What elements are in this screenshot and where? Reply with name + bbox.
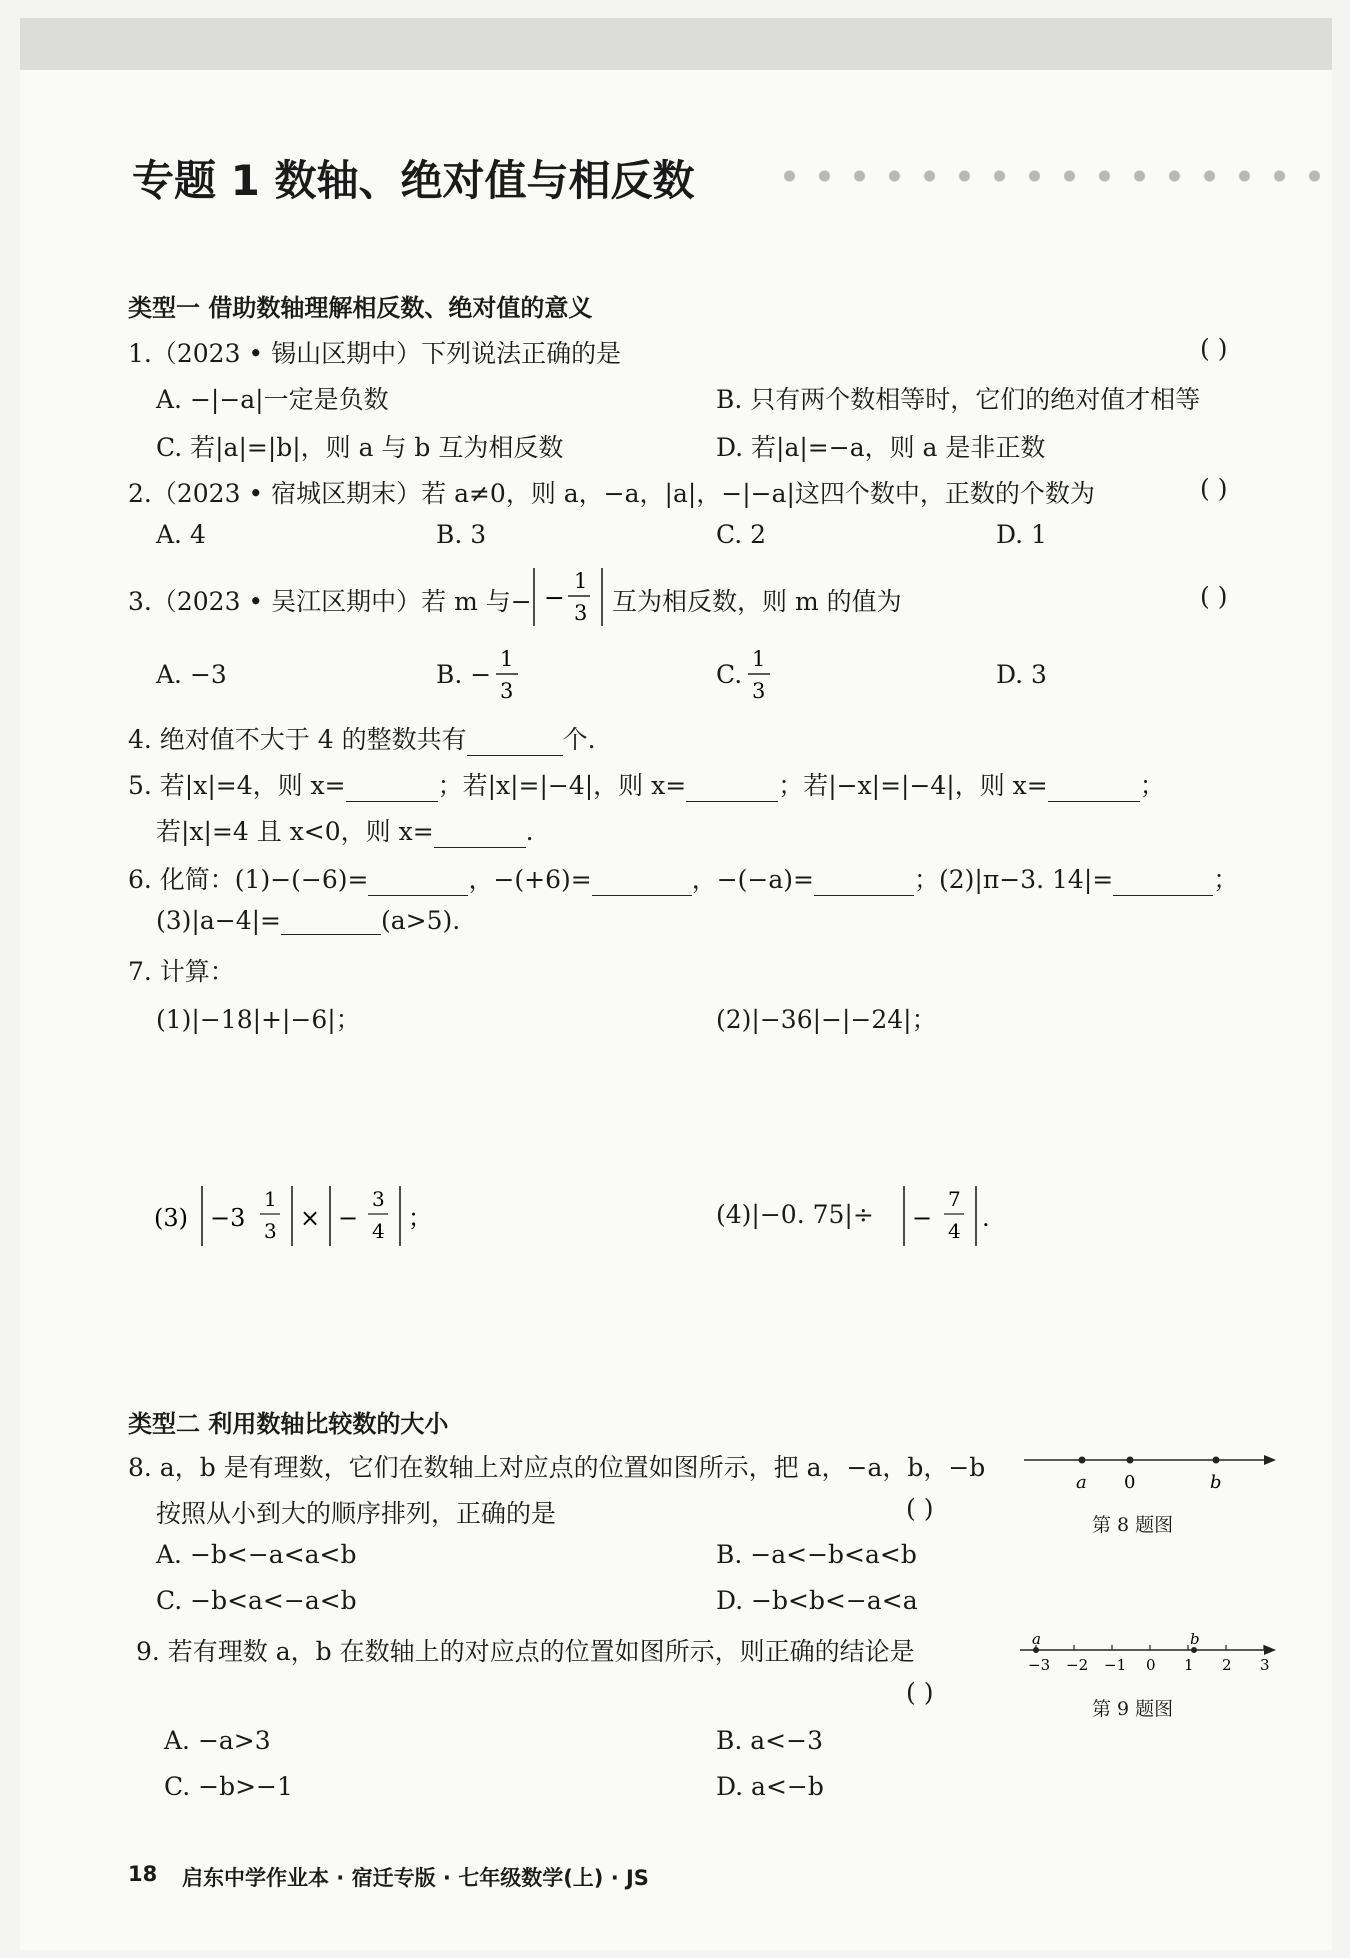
q8-point-a (1079, 1457, 1086, 1464)
q3-option-a: A. −3 (156, 660, 227, 689)
q5-line-2: 若|x|=4 且 x<0，则 x= . (156, 817, 534, 846)
q9-tick-label: 2 (1222, 1656, 1232, 1674)
svg-text:0: 0 (1124, 1472, 1136, 1493)
q9-tick-label: −2 (1066, 1656, 1089, 1674)
q6-blank-4[interactable] (1113, 871, 1213, 896)
q3-abs-fraction (528, 564, 610, 630)
svg-text:1: 1 (264, 1187, 277, 1211)
svg-text:−: − (338, 1204, 359, 1232)
svg-text:3: 3 (752, 679, 766, 703)
q9-tick-label: 1 (1184, 1656, 1194, 1674)
section-2-title: 类型二 利用数轴比较数的大小 (128, 1410, 449, 1438)
q3-option-d: D. 3 (996, 660, 1047, 689)
q8-option-c: C. −b<a<−a<b (156, 1586, 357, 1615)
q8-number-line-figure (1020, 1440, 1280, 1500)
q9-option-d: D. a<−b (716, 1772, 824, 1801)
q1-option-d: D. 若|a|=−a，则 a 是非正数 (716, 433, 1046, 462)
q3-abs-minus: − (544, 583, 565, 612)
q8-figure-caption: 第 8 题图 (1092, 1514, 1174, 1536)
q8-stem-2: 按照从小到大的顺序排列，正确的是 (156, 1499, 557, 1528)
q9-answer-paren: ( ) (906, 1678, 934, 1707)
q9-number-line-figure (1016, 1628, 1282, 1684)
q3-stem-end: 互为相反数，则 m 的值为 (612, 587, 902, 616)
q8-point-zero (1127, 1457, 1134, 1464)
q7-part-2: (2)|−36|−|−24|； (716, 1005, 937, 1034)
q2-stem: 2.（2023 • 宿城区期末）若 a≠0，则 a，−a，|a|，−|−a|这四个数中，正数的个数为 (128, 479, 1095, 508)
footer-book-title: 启东中学作业本 · 宿迁专版 · 七年级数学(上) · JS (182, 1866, 649, 1890)
q1-stem: 1.（2023 • 锡山区期中）下列说法正确的是 (128, 339, 622, 368)
q9-option-a: A. −a>3 (164, 1726, 271, 1755)
q5-blank-1[interactable] (346, 777, 438, 802)
svg-text:7: 7 (948, 1187, 961, 1211)
q9-tick-label: 0 (1146, 1656, 1156, 1674)
q6-blank-3[interactable] (814, 871, 914, 896)
q8-option-b: B. −a<−b<a<b (716, 1540, 917, 1569)
q7-part-1: (1)|−18|+|−6|； (156, 1005, 361, 1034)
q3-option-c-prefix: C. (716, 660, 743, 689)
q2-option-c: C. 2 (716, 520, 767, 549)
svg-text:1: 1 (500, 647, 514, 671)
q3-fraction-den: 3 (574, 601, 588, 625)
q3-answer-paren: ( ) (1200, 582, 1228, 611)
svg-text:3: 3 (264, 1219, 277, 1243)
q7-stem: 7. 计算： (128, 957, 235, 986)
q8-option-d: D. −b<b<−a<a (716, 1586, 918, 1615)
q6-blank-1[interactable] (368, 871, 468, 896)
q1-option-b: B. 只有两个数相等时，它们的绝对值才相等 (716, 385, 1201, 414)
q3-fraction-num: 1 (574, 569, 588, 593)
q5-blank-2[interactable] (686, 777, 778, 802)
q9-option-b: B. a<−3 (716, 1726, 823, 1755)
q1-answer-paren: ( ) (1200, 334, 1228, 363)
svg-text:b: b (1190, 1630, 1200, 1648)
q4-blank[interactable] (467, 731, 563, 756)
title-dot-leader (772, 166, 1332, 186)
q3-option-b-fraction (494, 644, 524, 706)
q9-option-c: C. −b>−1 (164, 1772, 293, 1801)
svg-text:4: 4 (372, 1219, 385, 1243)
svg-text:3: 3 (372, 1187, 385, 1211)
scan-top-band (20, 18, 1332, 70)
svg-text:4: 4 (948, 1219, 961, 1243)
svg-text:a: a (1076, 1472, 1087, 1493)
q3-option-c-fraction (746, 644, 776, 706)
footer-page-number: 18 (128, 1862, 158, 1886)
svg-text:−3: −3 (210, 1204, 246, 1232)
svg-text:1: 1 (752, 647, 766, 671)
q7-part-4-fraction (900, 1180, 1004, 1252)
q6-line-2: (3)|a−4|= (a>5). (156, 906, 461, 935)
q3-option-b-prefix: B. − (436, 660, 492, 689)
q7-part-3 (154, 1180, 434, 1252)
q2-answer-paren: ( ) (1200, 474, 1228, 503)
q2-option-d: D. 1 (996, 520, 1047, 549)
q1-option-a: A. −|−a|一定是负数 (156, 385, 389, 414)
q6-blank-2[interactable] (592, 871, 692, 896)
svg-text:3: 3 (500, 679, 514, 703)
q3-stem-start: 3.（2023 • 吴江区期中）若 m 与− (128, 587, 532, 616)
svg-text:a: a (1032, 1630, 1041, 1648)
q8-option-a: A. −b<−a<a<b (156, 1540, 357, 1569)
svg-text:−: − (912, 1204, 933, 1232)
q9-tick-label: −3 (1028, 1656, 1051, 1674)
section-1-title: 类型一 借助数轴理解相反数、绝对值的意义 (128, 294, 593, 322)
page-title: 专题 1 数轴、绝对值与相反数 (132, 156, 695, 205)
q8-stem-1: 8. a，b 是有理数，它们在数轴上对应点的位置如图所示，把 a，−a，b，−b (128, 1453, 986, 1482)
q8-point-b (1213, 1457, 1220, 1464)
q5-blank-4[interactable] (434, 823, 526, 848)
svg-text:b: b (1210, 1472, 1222, 1493)
q9-stem: 9. 若有理数 a，b 在数轴上的对应点的位置如图所示，则正确的结论是 (136, 1637, 915, 1666)
q2-option-a: A. 4 (156, 520, 206, 549)
svg-text:×: × (300, 1204, 321, 1232)
q9-tick-label: 3 (1260, 1656, 1270, 1674)
q6-blank-5[interactable] (281, 910, 381, 935)
svg-text:(3): (3) (154, 1204, 188, 1232)
q9-figure-caption: 第 9 题图 (1092, 1698, 1174, 1720)
q5-blank-3[interactable] (1048, 777, 1140, 802)
q4-line: 4. 绝对值不大于 4 的整数共有 个. (128, 725, 596, 754)
svg-text:；: ； (408, 1204, 432, 1232)
q2-option-b: B. 3 (436, 520, 487, 549)
q1-option-c: C. 若|a|=|b|，则 a 与 b 互为相反数 (156, 433, 564, 462)
q9-tick-label: −1 (1104, 1656, 1127, 1674)
svg-text:.: . (982, 1204, 990, 1232)
q5-line-1: 5. 若|x|=4，则 x= ；若|x|=|−4|，则 x= ；若|−x|=|−4|，则 x= ； (128, 771, 1165, 800)
q8-answer-paren: ( ) (906, 1494, 934, 1523)
q7-part-4-prefix: (4)|−0. 75|÷ (716, 1200, 874, 1229)
q6-line-1: 6. 化简：(1)−(−6)= ，−(+6)= ，−(−a)= ；(2)|π−3. 14|= ； (128, 865, 1239, 894)
